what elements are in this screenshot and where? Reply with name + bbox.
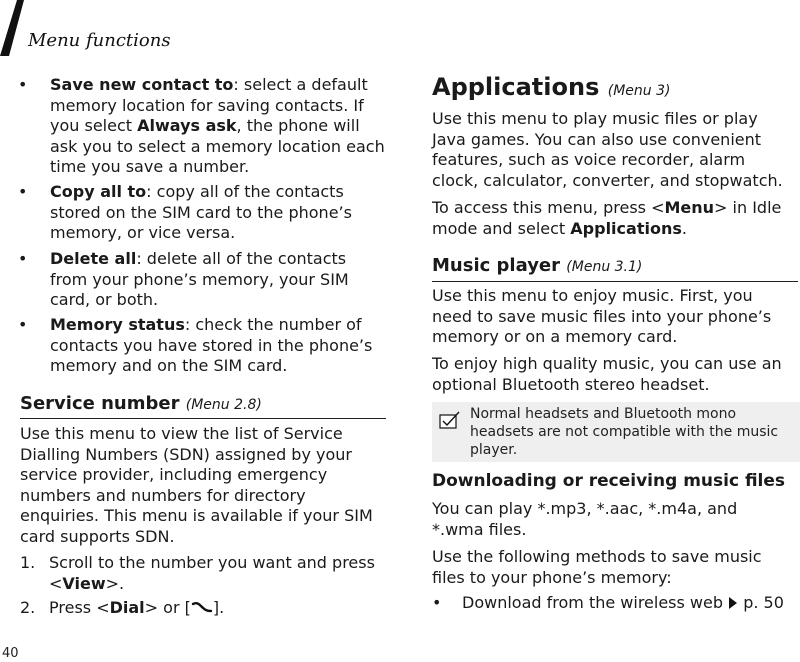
term-save-new-contact: Save new contact to: [50, 75, 234, 94]
service-number-heading: Service number (Menu 2.8): [20, 393, 262, 414]
key-dial: Dial: [109, 598, 145, 617]
step-2: Press <Dial> or [ ].: [49, 598, 225, 617]
term-applications: Applications: [570, 218, 682, 238]
page-reference-link[interactable]: p. 50: [743, 593, 784, 612]
note-text: Normal headsets and Bluetooth mono headsets are not compatible with the music player.: [470, 406, 779, 458]
key-view: View: [62, 573, 106, 593]
term-delete-all: Delete all: [50, 249, 137, 268]
applications-body: Use this menu to play music files or play Java games. You can also use convenient features, such as voice recorder, alarm clock, calculator, converter, and stopwatch.: [432, 109, 783, 190]
header-bar-graphic: [0, 0, 24, 56]
step-1: Scroll to the number you want and press <View>.: [49, 553, 375, 593]
bullet-dot: •: [18, 315, 28, 334]
service-number-menu-ref: (Menu 2.8): [185, 397, 262, 413]
bullet-dot: •: [18, 249, 28, 268]
applications-access: To access this menu, press <Menu> in Idle mode and select Applications.: [432, 198, 782, 238]
music-player-body: Use this menu to enjoy music. First, you need to save music files into your phone’s memory or on a memory card.: [432, 286, 772, 346]
step-2-number: 2.: [20, 598, 36, 617]
section-rule: [432, 281, 798, 282]
arrow-right-icon: [728, 597, 738, 609]
music-player-menu-ref: (Menu 3.1): [566, 259, 643, 275]
downloading-heading: Downloading or receiving music files: [432, 471, 786, 491]
header-title: Menu functions: [28, 30, 171, 51]
bullet-dot: •: [432, 593, 442, 612]
music-player-headset: To enjoy high quality music, you can use an optional Bluetooth stereo headset.: [432, 354, 782, 394]
section-rule: [20, 418, 386, 419]
applications-heading: Applications (Menu 3): [432, 73, 671, 101]
step-1-number: 1.: [20, 553, 36, 572]
dial-key-icon: [191, 599, 213, 615]
downloading-methods: Use the following methods to save music files to your phone’s memory:: [432, 547, 762, 587]
note-check-icon: [438, 410, 462, 432]
bullet-dot: •: [18, 182, 28, 201]
term-copy-all: Copy all to: [50, 182, 147, 201]
downloading-body: You can play *.mp3, *.aac, *.m4a, and *.wma files.: [432, 499, 738, 539]
key-menu: Menu: [664, 198, 715, 217]
applications-menu-ref: (Menu 3): [607, 83, 671, 99]
note-box: [432, 402, 800, 462]
bullet-dot: •: [18, 75, 28, 94]
music-player-heading: Music player (Menu 3.1): [432, 255, 643, 276]
service-number-body: Use this menu to view the list of Service Dialling Numbers (SDN) assigned by your service provider, including emergency numbers and numbers for directory enquiries. This menu is available if your SIM card supports SDN.: [20, 424, 373, 546]
term-always-ask: Always ask: [137, 116, 237, 135]
page-number: 40: [2, 646, 19, 661]
term-memory-status: Memory status: [50, 315, 185, 334]
